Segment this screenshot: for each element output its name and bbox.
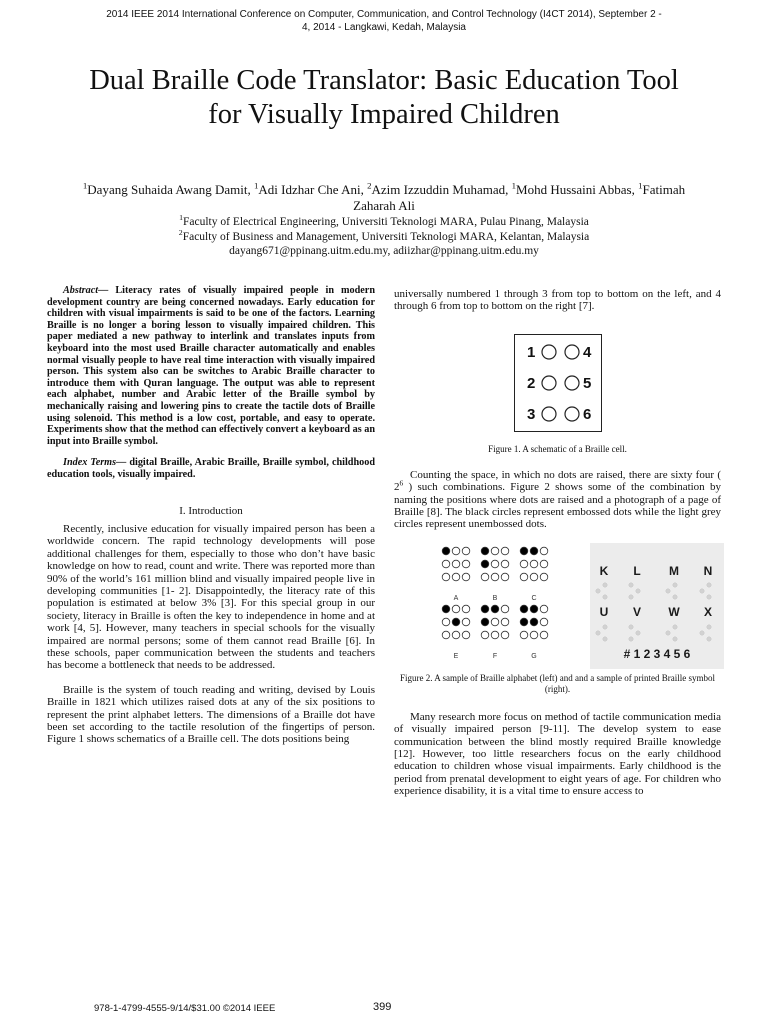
photo-embossed-dot [636,631,640,635]
author-3: Azim Izzuddin Muhamad, [371,182,512,197]
cell-dot-1 [542,345,556,359]
title-line-2: for Visually Impaired Children [208,99,560,130]
braille-dot-c-8 [530,573,538,581]
braille-dot-a-3 [462,547,470,555]
author-2: Adi Idzhar Che Ani, [258,182,368,197]
abstract-label: Abstract— [63,285,109,296]
photo-embossed-dot [629,595,633,599]
braille-dot-a-6 [462,560,470,568]
right-paragraph-0: universally numbered 1 through 3 from top to bottom on the left, and 4 through 6 from top to bottom on the right [7]. [394,288,721,313]
photo-embossed-dot [673,583,677,587]
photo-embossed-dot [673,625,677,629]
braille-dot-c-1 [520,547,528,555]
braille-dot-f-4 [481,618,489,626]
photo-embossed-dot [707,583,711,587]
index-terms-label: Index Terms— [63,457,127,469]
paragraph-1-part-a: Counting the space, in which no dots are raised, there are sixty four ( 2 [394,468,721,494]
title-line-1: Dual Braille Code Translator: Basic Education Tool [89,65,679,96]
photo-letter-x: X [703,604,713,619]
braille-dot-c-5 [530,560,538,568]
page-number: 399 [373,1001,392,1013]
exponent: 6 [399,478,404,488]
photo-letter-k: K [599,563,609,578]
braille-dot-g-6 [540,618,548,626]
figure-2-caption: Figure 2. A sample of Braille alphabet (left) and and a sample of printed Braille symbol (right). [400,672,715,694]
figure-1-caption: Figure 1. A schematic of a Braille cell. [488,443,627,454]
photo-embossed-dot [629,637,633,641]
photo-number-row: # 1 2 3 4 5 6 [623,646,691,661]
figure-1-braille-cell [514,334,602,432]
figure-2 [394,545,721,669]
abstract [47,285,375,447]
braille-dot-g-9 [540,631,548,639]
braille-dot-f-7 [481,631,489,639]
paper-title [40,64,728,132]
braille-dot-f-1 [481,605,489,613]
intro-paragraph-2: Braille is the system of touch reading and writing, devised by Louis Braille in 1821 which utilizes raised dots at any of the six positions to represent the print alphabet letters. The dimensions of a Braille dot have been set according to the tactile resolution of the fingertips of person. Figure 1 shows schematics of a Braille cell. The dots positions being [47,683,375,746]
photo-letter-w: W [668,604,680,619]
braille-dot-a-1 [442,547,450,555]
braille-dot-e-9 [462,631,470,639]
cell-number-4: 4 [582,343,591,361]
braille-dot-f-9 [501,631,509,639]
braille-dot-e-8 [452,631,460,639]
photo-embossed-dot [700,589,704,593]
braille-dot-g-2 [530,605,538,613]
braille-dot-c-4 [520,560,528,568]
footer-isbn: 978-1-4799-4555-9/14/$31.00 ©2014 IEEE [94,1003,276,1014]
braille-dot-c-2 [530,547,538,555]
photo-embossed-dot [629,583,633,587]
right-column [394,288,721,798]
braille-dot-e-1 [442,605,450,613]
section-heading: I. Introduction [179,504,243,517]
author-emails: dayang671@ppinang.uitm.edu.my, adiizhar@ppinang.uitm.edu.my [229,245,539,257]
right-paragraph-1 [394,469,721,531]
braille-dot-e-4 [442,618,450,626]
affiliations: $^1$Faculty of Electrical Engineering, Universiti Teknologi MARA, Pulau Pinang, Malaysia $^2$Faculty of Business and Management, Universiti Teknologi MARA, Kelantan, Malaysia dayang671@ppinang.uitm.edu.my, adiizhar@ppinang.uitm.edu.my [60,215,708,259]
braille-dot-a-8 [452,573,460,581]
photo-embossed-dot [707,625,711,629]
author-list: $^1$Dayang Suhaida Awang Damit, $^1$Adi Idzhar Che Ani, $^2$Azim Izzuddin Muhamad, $^1$Mohd Hussaini Abbas, $^1$Fatimah Zaharah Ali [40,182,728,214]
braille-dot-f-8 [491,631,499,639]
braille-dot-g-8 [530,631,538,639]
braille-dot-a-4 [442,560,450,568]
letter-e-label: E [453,652,459,660]
braille-dot-g-4 [520,618,528,626]
photo-embossed-dot [603,625,607,629]
braille-dot-e-6 [462,618,470,626]
braille-dot-a-9 [462,573,470,581]
conference-line-2: 4, 2014 - Langkawi, Kedah, Malaysia [302,22,466,33]
cell-number-2: 2 [526,374,535,392]
braille-dot-b-1 [481,547,489,555]
braille-dot-c-9 [540,573,548,581]
photo-letter-l: L [633,563,641,578]
cell-number-5: 5 [582,374,591,392]
photo-embossed-dot [673,637,677,641]
braille-dot-e-3 [462,605,470,613]
braille-dot-e-7 [442,631,450,639]
braille-dot-e-5 [452,618,460,626]
braille-dot-b-4 [481,560,489,568]
author-4: Mohd Hussaini Abbas, [516,182,639,197]
conference-line-1: 2014 IEEE 2014 International Conference on Computer, Communication, and Control Technology (I4CT 2014), September 2 - [106,9,662,20]
braille-dot-b-6 [501,560,509,568]
index-terms-text: digital Braille, Arabic Braille, Braille symbol, childhood education tools, visually impaired. [47,457,375,480]
photo-embossed-dot [666,631,670,635]
left-column [47,285,375,746]
conference-header [80,8,688,34]
photo-letter-u: U [599,604,609,619]
photo-embossed-dot [707,595,711,599]
photo-embossed-dot [700,631,704,635]
braille-dot-c-6 [540,560,548,568]
photo-embossed-dot [603,583,607,587]
photo-embossed-dot [673,595,677,599]
intro-paragraph-1: Recently, inclusive education for visually impaired person has been a worldwide concern. The rapid technology developments will pose additional challenges for them, especially to those who don’t have basic knowledge on how to read, count and write. There was reported more than 90% of the world’s 161 million blind and visually impaired people live in developing communities [1- 2]. Disappointedly, the literacy rate of this population is estimated at below 3% [3]. For this special group in our society, literacy in Braille is often the key to independence in home and at work [4, 5]. However, many teachers in special schools for the visually impaired are normal persons; some of them cannot read Braille [6]. In these schools, paper communication between the students and teachers has become a bottleneck that needs to be addressed. [47,522,375,672]
photo-embossed-dot [666,589,670,593]
braille-dot-e-2 [452,605,460,613]
photo-embossed-dot [629,625,633,629]
author-1: Dayang Suhaida Awang Damit, [87,182,254,197]
braille-dot-g-5 [530,618,538,626]
cell-dot-4 [565,345,579,359]
letter-f-label: F [492,652,498,660]
cell-number-1: 1 [526,343,535,361]
paragraph-1-part-b: ) such combinations. Figure 2 shows some of the combination by naming the positions where dots are raised and a photograph of a page of Braille [8]. The black circles represent embossed dots while the light grey circles represent unembossed dots. [394,481,721,531]
braille-alphabet-diagram [440,545,558,665]
photo-letter-n: N [703,563,713,578]
letter-c-label: C [531,594,537,602]
photo-embossed-dot [596,589,600,593]
right-paragraph-2: Many research more focus on method of tactile communication media of visually impaired person [9-11]. The develop system to ease communication between the blind mostly required Braille knowledge [12]. However, too little researchers focus on the early childhood education to children whose visual impairments. Early childhood is the period from prenatal development to eight years of age. For children who experience disability, it is a vital time to ensure access to [394,710,721,798]
cell-dot-2 [542,376,556,390]
cell-number-3: 3 [526,405,535,423]
braille-dot-c-7 [520,573,528,581]
braille-dot-b-2 [491,547,499,555]
photo-letter-m: M [669,563,679,578]
author-5: Fatimah [642,182,686,197]
letter-g-label: G [531,652,537,660]
braille-dot-b-5 [491,560,499,568]
photo-letter-v: V [632,604,642,619]
braille-dot-c-3 [540,547,548,555]
braille-dot-f-3 [501,605,509,613]
affiliation-2: Faculty of Business and Management, Universiti Teknologi MARA, Kelantan, Malaysia [182,230,590,243]
photo-embossed-dot [596,631,600,635]
affiliation-1: Faculty of Electrical Engineering, Universiti Teknologi MARA, Pulau Pinang, Malaysia [183,216,589,228]
braille-dot-g-7 [520,631,528,639]
cell-dot-5 [565,376,579,390]
abstract-text: Literacy rates of visually impaired people in modern development country are being concerned nowadays. Early education for children with visual impairments is said to be one of the factors. Learning Braille is no longer a boring lesson to visually impaired children. This paper mediated a new pathway to interlink and translates inputs from keyboard into the most used Braille character automatically and enables normal visually people to have real time interaction with visually impaired person. This system also can be switches to Arabic Braille character to introduce them with Quran language. The output was able to represent each alphabet, number and Arabic letter of the Braille symbol by mechanically raising and lowering pins to create the tactile dots of Braille using solenoid. This method is a low cost, portable, and easy to operate. Experiments show that the method can effectively convert a keyboard as an input into Braille symbol. [47,285,375,447]
braille-dot-b-7 [481,573,489,581]
author-5-cont: Zaharah Ali [353,198,415,213]
cell-dot-3 [542,407,556,421]
braille-dot-a-2 [452,547,460,555]
braille-dot-g-3 [540,605,548,613]
braille-dot-f-5 [491,618,499,626]
photo-embossed-dot [707,637,711,641]
braille-dot-a-5 [452,560,460,568]
letter-a-label: A [453,594,459,602]
braille-dot-b-3 [501,547,509,555]
letter-b-label: B [492,594,498,602]
braille-dot-f-2 [491,605,499,613]
photo-embossed-dot [603,637,607,641]
cell-dot-6 [565,407,579,421]
braille-dot-b-9 [501,573,509,581]
cell-number-6: 6 [582,405,591,423]
braille-dot-b-8 [491,573,499,581]
photo-embossed-dot [636,589,640,593]
braille-dot-f-6 [501,618,509,626]
braille-dot-g-1 [520,605,528,613]
index-terms [47,457,375,480]
braille-dot-a-7 [442,573,450,581]
photo-embossed-dot [603,595,607,599]
printed-braille-photo [590,543,724,669]
